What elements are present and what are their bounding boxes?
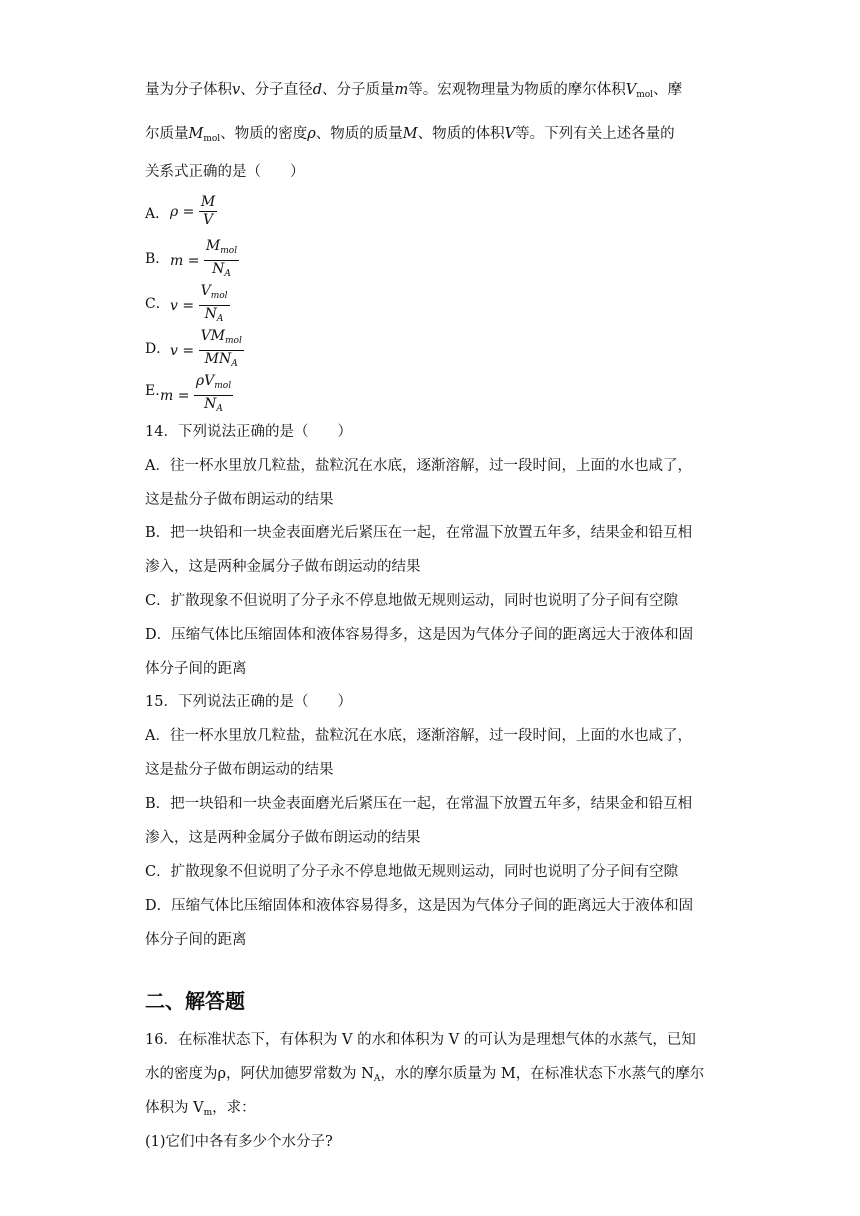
q15-line: A．往一杯水里放几粒盐，盐粒沉在水底，逐渐溶解，过一段时间，上面的水也咸了，	[145, 728, 692, 744]
q13-option-a-formula: ρ = $\frac{M}{V}$	[170, 194, 216, 228]
q14-line: B．把一块铅和一块金表面磨光后紧压在一起，在常温下放置五年多，结果金和铅互相	[145, 525, 693, 541]
q13-option-e-formula: m = $\frac{\rho V_{mol}}{N_A}$	[160, 373, 233, 418]
q13-option-b-formula: m = $\frac{M_{mol}}{N_A}$	[170, 238, 239, 283]
q15-stem: 15．下列说法正确的是（ ）	[145, 694, 352, 710]
q14-line: D．压缩气体比压缩固体和液体容易得多，这是因为气体分子间的距离远大于液体和固	[145, 627, 694, 643]
q15-line: D．压缩气体比压缩固体和液体容易得多，这是因为气体分子间的距离远大于液体和固	[145, 898, 694, 914]
q15-line: 这是盐分子做布朗运动的结果	[145, 762, 334, 778]
q13-option-a-label: A．	[145, 206, 170, 222]
q16-line1: 16．在标准状态下，有体积为 V 的水和体积为 V 的可认为是理想气体的水蒸气，已知	[145, 1032, 696, 1048]
q14-stem: 14．下列说法正确的是（ ）	[145, 424, 352, 440]
q14-line: 这是盐分子做布朗运动的结果	[145, 492, 334, 508]
q15-line: 渗入，这是两种金属分子做布朗运动的结果	[145, 830, 421, 846]
q13-option-e-label: E.	[145, 383, 160, 399]
q14-line: C．扩散现象不但说明了分子永不停息地做无规则运动，同时也说明了分子间有空隙	[145, 593, 679, 609]
q13-option-d-formula: v = $\frac{VM_{mol}}{MN_A}$	[170, 328, 244, 373]
q15-line: C．扩散现象不但说明了分子永不停息地做无规则运动，同时也说明了分子间有空隙	[145, 864, 679, 880]
q16-line3: 体积为 $V_m$，求：	[145, 1100, 256, 1118]
q16-sub1: (1)它们中各有多少个水分子?	[145, 1134, 333, 1150]
q13-option-b-label: B．	[145, 251, 170, 267]
q14-line: 体分子间的距离	[145, 661, 247, 677]
q13-option-d-label: D．	[145, 341, 171, 357]
q13-option-c-label: C．	[145, 296, 170, 312]
section-heading: 二、解答题	[145, 989, 245, 1013]
q16-line2: 水的密度为ρ，阿伏加德罗常数为 $N_A$，水的摩尔质量为 M，在标准状态下水蒸气的摩尔	[145, 1066, 705, 1084]
q13-option-c-formula: v = $\frac{V_{mol}}{N_A}$	[170, 283, 230, 328]
q13-intro-line2: 尔质量$M_{mol}$、物质的密度ρ、物质的质量M、物质的体积V等。下列有关上述各量的	[145, 126, 675, 144]
q13-intro-line1: 量为分子体积v、分子直径d、分子质量m等。宏观物理量为物质的摩尔体积$V_{mol}$、摩	[145, 82, 683, 100]
q14-line: A．往一杯水里放几粒盐，盐粒沉在水底，逐渐溶解，过一段时间，上面的水也咸了，	[145, 458, 692, 474]
q15-line: 体分子间的距离	[145, 932, 247, 948]
q13-intro-line3: 关系式正确的是（ ）	[145, 164, 305, 180]
q14-line: 渗入，这是两种金属分子做布朗运动的结果	[145, 559, 421, 575]
q15-line: B．把一块铅和一块金表面磨光后紧压在一起，在常温下放置五年多，结果金和铅互相	[145, 796, 693, 812]
